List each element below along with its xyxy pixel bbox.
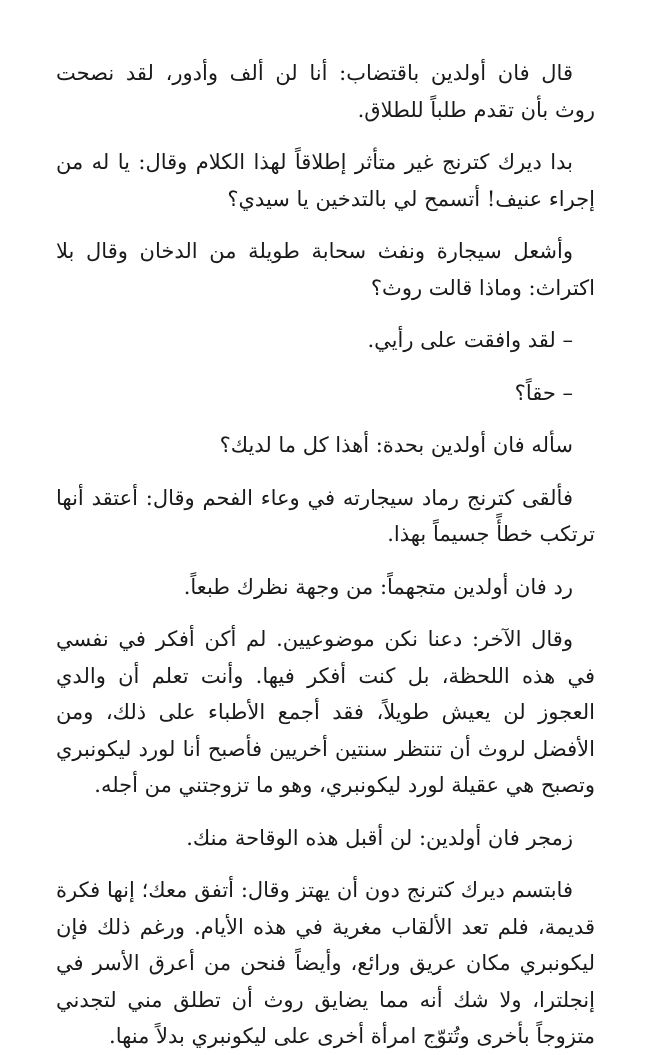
paragraph-2: بدا ديرك كترنج غير متأثر إطلاقاً لهذا الكلام وقال: يا له من إجراء عنيف! أتسمح لي بالتدخين يا سيدي؟ [56,150,595,211]
dialogue-line-1: – لقد وافقت على رأيي. [367,328,573,352]
paragraph-1: قال فان أولدين باقتضاب: أنا لن ألف وأدور، لقد نصحت روث بأن تقدم طلباً للطلاق. [56,61,595,122]
paragraph-3: وأشعل سيجارة ونفث سحابة طويلة من الدخان وقال بلا اكتراث: وماذا قالت روث؟ [56,239,595,300]
paragraph-7: وقال الآخر: دعنا نكن موضوعيين. لم أكن أفكر في نفسي في هذه اللحظة، بل كنت أفكر فيها. وأنت تعلم أن والدي العجوز لن يعيش طويلاً، فقد أجمع الأطباء على ذلك، ومن الأفضل لروث أن تنتظر سنتين أخريين فأصبح أنا لورد ليكونبري وتصبح هي عقيلة لورد ليكونبري، وهو ما تزوجتني من أجله. [56,627,595,797]
paragraph-5: فألقى كترنج رماد سيجارته في وعاء الفحم وقال: أعتقد أنها ترتكب خطأً جسيماً بهذا. [56,485,595,546]
paragraph-4: سأله فان أولدين بحدة: أهذا كل ما لديك؟ [219,433,573,457]
paragraph-6: رد فان أولدين متجهماً: من وجهة نظرك طبعاً. [183,574,573,599]
paragraph-8: زمجر فان أولدين: لن أقبل هذه الوقاحة منك. [186,825,573,850]
dialogue-line-2: – حقاً؟ [514,380,573,405]
paragraph-9: فابتسم ديرك كترنج دون أن يهتز وقال: أتفق معك؛ إنها فكرة قديمة، فلم تعد الألقاب مغرية في هذه الأيام. ورغم ذلك فإن ليكونبري مكان عريق ورائع، وأيضاً فنحن من أعرق الأسر في إنجلترا، ولا شك أنه مما يضايق روث أن تطلق مني لتجدني متزوجاً بأخرى وتُتوّج امرأة أخرى على ليكونبري بدلاً منها. [56,878,595,1048]
